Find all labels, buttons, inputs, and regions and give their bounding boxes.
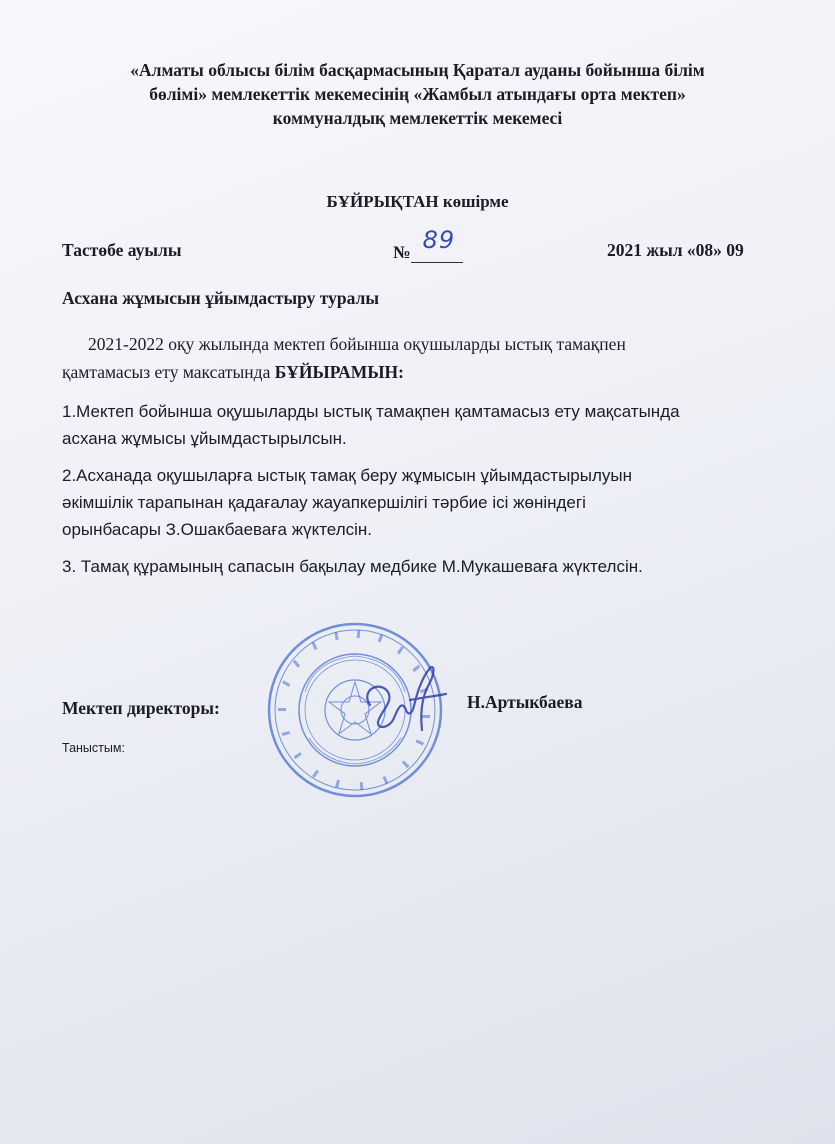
acquainted-label: Таныстым:: [62, 741, 125, 755]
order-item-3: [62, 553, 782, 580]
intro-line-1: 2021-2022 оқу жылында мектеп бойынша оқушыларды ыстық тамақпен: [88, 334, 626, 354]
number-field: [411, 226, 463, 263]
order-subject: Асхана жұмысын ұйымдастыру туралы: [62, 288, 380, 308]
order-keyword: БҰЙЫРАМЫН:: [274, 362, 404, 382]
director-name: Н.Артыкбаева: [467, 692, 583, 712]
order-item-line: 1.Мектеп бойынша оқушыларды ыстық тамақпен қамтамасыз ету мақсатында: [62, 402, 680, 421]
order-item-line: 3. Тамақ құрамының сапасын бақылау медбике М.Мукашеваға жүктелсін.: [62, 557, 643, 576]
director-label: Мектеп директоры:: [62, 698, 220, 718]
order-item-line: әкімшілік тарапынан қадағалау жауапкершілігі тәрбие ісі жөніндегі: [62, 493, 586, 512]
header-line-1: «Алматы облысы білім басқармасының Қаратал ауданы бойынша білім: [130, 60, 705, 80]
document-title: БҰЙРЫҚТАН көшірме: [326, 192, 509, 211]
order-item-line: асхана жұмысы ұйымдастырылсын.: [62, 429, 347, 448]
order-item-1: [62, 398, 782, 452]
number-label: №: [393, 242, 411, 262]
order-items: [62, 398, 782, 590]
order-item-2: [62, 462, 782, 543]
director-signature: [350, 650, 450, 750]
order-date: 2021 жыл «08» 09: [607, 240, 744, 260]
village-name: Тастөбе ауылы: [62, 240, 182, 260]
order-item-line: орынбасары З.Ошакбаевағa жүктелсін.: [62, 520, 373, 539]
order-item-line: 2.Асханада оқушыларға ыстық тамақ беру жұмысын ұйымдастырылуын: [62, 466, 632, 485]
header-line-2: бөлімі» мемлекеттік мекемесінің «Жамбыл атындағы орта мектеп»: [149, 84, 686, 104]
handwritten-number: 89: [422, 226, 456, 254]
intro-line-2: [62, 358, 782, 386]
header-line-3: коммуналдық мемлекеттік мекемесі: [272, 108, 563, 128]
intro-line-2-text: қамтамасыз ету максатында: [62, 362, 275, 382]
order-intro: [62, 330, 782, 386]
organization-header: [40, 58, 795, 130]
order-number: [393, 226, 463, 263]
